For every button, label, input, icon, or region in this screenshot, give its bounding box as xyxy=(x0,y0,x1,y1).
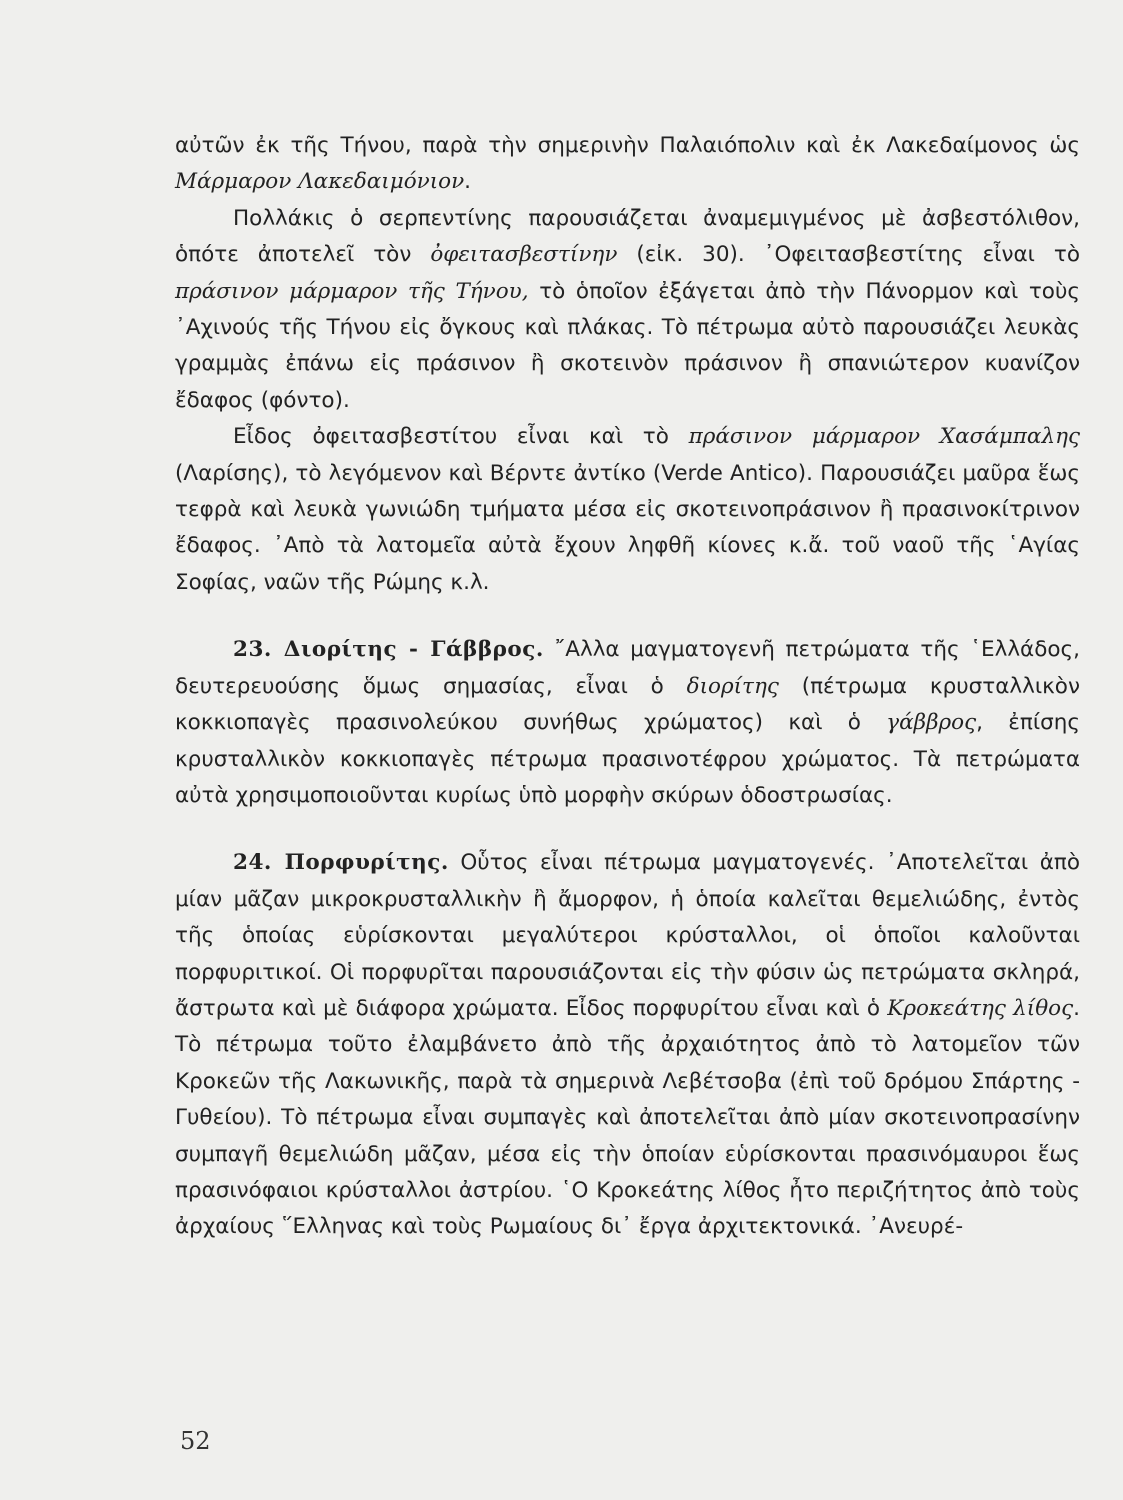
italic-term: πράσινον μάρμαρον Χασάμπαλης xyxy=(688,424,1080,450)
text-run: (Λαρίσης), τὸ λεγόμενον καὶ Βέρντε ἀντίκο (Verde Antico). Παρουσιάζει μαῦρα ἕως τεφρὰ καὶ λευκὰ γωνιώδη τμήματα μέσα εἰς σκοτεινοπράσινον ἢ πρασινοκίτρινον ἔδαφος. ᾿Απὸ τὰ λατομεῖα αὐτὰ ἔχουν ληφθῆ κίονες κ.ἄ. τοῦ ναοῦ τῆς ῾Αγίας Σοφίας, ναῶν τῆς Ρώμης κ.λ. xyxy=(175,460,1080,595)
italic-term: Κροκεάτης λίθος xyxy=(887,995,1074,1021)
section-heading-24: 24. Πορφυρίτης. xyxy=(233,850,449,876)
text-run: , ἐπίσης κρυσταλλικὸν κοκκιοπαγὲς πέτρωμα πρασινοτέφρου χρώματος. Τὰ πετρώματα αὐτὰ χρησιμοποιοῦνται κυρίως ὑπὸ μορφὴν σκύρων ὁδοστρωσίας. xyxy=(175,710,1080,808)
text-run: . Τὸ πέτρωμα τοῦτο ἐλαμβάνετο ἀπὸ τῆς ἀρχαιότητος ἀπὸ τὸ λατομεῖον τῶν Κροκεῶν τῆς Λακωνικῆς, παρὰ τὰ σημερινὰ Λεβέτσοβα (ἐπὶ τοῦ δρόμου Σπάρτης - Γυθείου). Τὸ πέτρωμα εἶναι συμπαγὲς καὶ ἀποτελεῖται ἀπὸ μίαν σκοτεινοπρασίνην συμπαγῆ θεμελιώδη μᾶζαν, μέσα εἰς τὴν ὁποίαν εὑρίσκονται πρασινόμαυροι ἕως πρασινόφαιοι κρύσταλλοι ἀστρίου. ῾Ο Κροκεάτης λίθος ἦτο περιζήτητος ἀπὸ τοὺς ἀρχαίους ῞Ελληνας καὶ τοὺς Ρωμαίους δι᾿ ἔργα ἀρχιτεκτονικά. ᾿Ανευρέ- xyxy=(175,995,1080,1240)
text-run: αὐτῶν ἐκ τῆς Τήνου, παρὰ τὴν σημερινὴν Παλαιόπολιν καὶ ἐκ Λακεδαίμονος ὡς xyxy=(175,133,1080,158)
paragraph-2 xyxy=(175,201,1080,419)
italic-term: γάββρος xyxy=(886,710,977,736)
italic-term: πράσινον μάρμαρον τῆς Τήνου, xyxy=(175,278,529,304)
paragraph-1 xyxy=(175,128,1080,201)
text-run: . xyxy=(464,169,472,195)
text-run: Εἶδος ὀφειτασβεστίτου εἶναι καὶ τὸ xyxy=(233,424,689,450)
text-run: τὸ ὁποῖον ἐξάγεται ἀπὸ τὴν Πάνορμον καὶ τοὺς ᾿Αχινούς τῆς Τήνου εἰς ὄγκους καὶ πλάκας. Τὸ πέτρωμα αὐτὸ παρουσιάζει λευκὰς γραμμὰς ἐπάνω εἰς πράσινον ἢ σκοτεινὸν πράσινον ἢ σπανιώτερον κυανίζον ἔδαφος (φόντο). xyxy=(175,278,1081,413)
italic-term: διορίτης xyxy=(686,673,779,699)
italic-term: ὀφειτασβεστίνην xyxy=(430,242,618,268)
section-23-paragraph xyxy=(175,632,1080,814)
italic-term: Μάρμαρον Λακεδαιμόνιον xyxy=(175,169,465,195)
text-run: (εἰκ. 30). ᾿Οφειτασβεστίτης εἶναι τὸ xyxy=(617,242,1080,268)
text-run: Πολλάκις ὁ σερπεντίνης παρουσιάζεται ἀναμεμιγμένος μὲ ἀσβεστόλιθον, ὁπότε ἀποτελεῖ τὸν xyxy=(175,205,1080,268)
page-number: 52 xyxy=(180,1427,211,1455)
paragraph-3 xyxy=(175,419,1080,601)
text-run: (πέτρωμα κρυσταλλικὸν κοκκιοπαγὲς πρασινολεύκου συνήθως χρώματος) καὶ ὁ xyxy=(175,673,1080,736)
text-run: Οὗτος εἶναι πέτρωμα μαγματογενές. ᾿Αποτελεῖται ἀπὸ μίαν μᾶζαν μικροκρυσταλλικὴν ἢ ἄμορφον, ἡ ὁποία καλεῖται θεμελιώδης, ἐντὸς τῆς ὁποίας εὑρίσκονται μεγαλύτεροι κρύσταλλοι, οἱ ὁποῖοι καλοῦνται πορφυριτικοί. Οἱ πορφυρῖται παρουσιάζονται εἰς τὴν φύσιν ὡς πετρώματα σκληρά, ἄστρωτα καὶ μὲ διάφορα χρώματα. Εἶδος πορφυρίτου εἶναι καὶ ὁ xyxy=(175,850,1081,1021)
section-heading-23: 23. Διορίτης - Γάββρος. xyxy=(233,637,544,663)
body-text xyxy=(175,128,1080,1246)
section-24-paragraph xyxy=(175,845,1080,1245)
text-run: ῎Αλλα μαγματογενῆ πετρώματα τῆς ῾Ελλάδος, δευτερευούσης ὅμως σημασίας, εἶναι ὁ xyxy=(175,637,1080,699)
